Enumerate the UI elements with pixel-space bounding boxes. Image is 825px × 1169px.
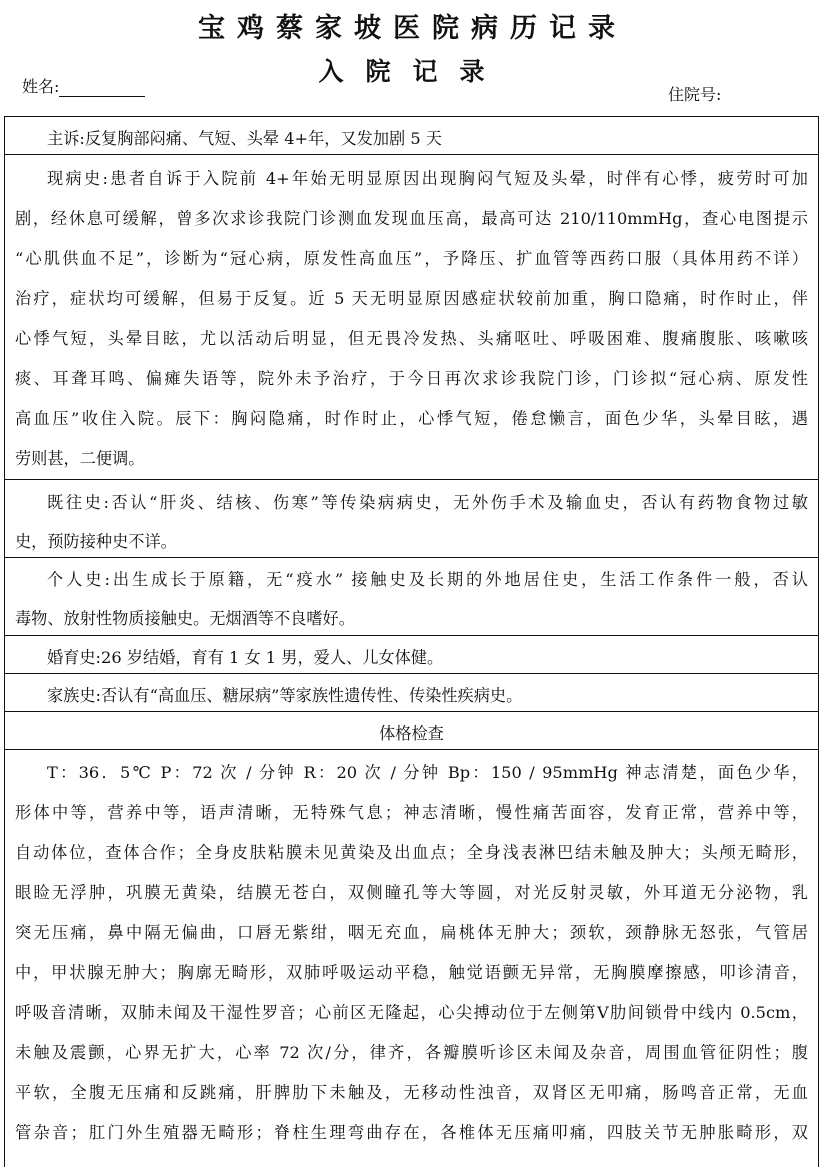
physical-exam-line: 管杂音；肛门外生殖器无畸形；脊柱生理弯曲存在，各椎体无压痛叩痛，四肢关节无肿胀畸形，双 bbox=[15, 1123, 808, 1142]
personal-history-row bbox=[5, 557, 818, 636]
physical-exam-heading: 体格检查 bbox=[379, 724, 444, 743]
family-history-row bbox=[5, 673, 818, 712]
present-illness-line: 痰、耳聋耳鸣、偏瘫失语等，院外未予治疗，于今日再次求诊我院门诊，门诊拟“冠心病、原发性 bbox=[15, 369, 808, 388]
present-illness-row bbox=[5, 154, 818, 480]
physical-exam-line: T：36．5℃ P：72 次 / 分钟 R：20 次 / 分钟 Bp：150 / 95mmHg 神志清楚，面色少华， bbox=[47, 763, 808, 782]
past-history-row bbox=[5, 479, 818, 558]
physical-exam-line: 眼睑无浮肿，巩膜无黄染，结膜无苍白，双侧瞳孔等大等圆，对光反射灵敏，外耳道无分泌物，乳 bbox=[15, 883, 808, 902]
present-illness-line: 高血压”收住入院。辰下：胸闷隐痛，时作时止，心悸气短，倦怠懒言，面色少华，头晕目眩，遇 bbox=[15, 409, 808, 428]
physical-exam-line: 未触及震颤，心界无扩大，心率 72 次/分，律齐，各瓣膜听诊区未闻及杂音，周围血管征阴性；腹 bbox=[15, 1043, 808, 1062]
chief-complaint: 主诉:反复胸部闷痛、气短、头晕 4+年，又发加剧 5 天 bbox=[47, 129, 442, 148]
personal-history-line: 个人史:出生成长于原籍，无“疫水” 接触史及长期的外地居住史，生活工作条件一般，否认 bbox=[47, 570, 808, 589]
present-illness-line: 心悸气短，头晕目眩，尤以活动后明显，但无畏冷发热、头痛呕吐、呼吸困难、腹痛腹胀、咳嗽咳 bbox=[15, 329, 808, 348]
marital-history-row bbox=[5, 635, 818, 674]
present-illness-line: 治疗，症状均可缓解，但易于反复。近 5 天无明显原因感症状较前加重，胸口隐痛，时作时止，伴 bbox=[15, 289, 808, 308]
chief-complaint-row bbox=[5, 117, 818, 155]
physical-exam-heading-row bbox=[5, 711, 818, 750]
name-label: 姓名: bbox=[22, 77, 60, 96]
present-illness-line: 剧，经休息可缓解，曾多次求诊我院门诊测血发现血压高，最高可达 210/110mmHg，查心电图提示 bbox=[15, 209, 808, 228]
present-illness-line: “心肌供血不足”，诊断为“冠心病，原发性高血压”，予降压、扩血管等西药口服（具体用药不详） bbox=[15, 249, 808, 268]
physical-exam-line: 中，甲状腺无肿大；胸廓无畸形，双肺呼吸运动平稳，触觉语颤无异常，无胸膜摩擦感，叩诊清音， bbox=[15, 963, 808, 982]
record-sheet bbox=[4, 116, 819, 1167]
marital-history: 婚育史:26 岁结婚，育有 1 女 1 男，爱人、儿女体健。 bbox=[47, 648, 444, 667]
record-title: 入院记录 bbox=[318, 57, 507, 86]
past-history-line: 既往史:否认“肝炎、结核、伤寒”等传染病病史，无外伤手术及输血史，否认有药物食物过敏 bbox=[47, 493, 808, 512]
physical-exam-line: 形体中等，营养中等，语声清晰，无特殊气息；神志清晰，慢性痛苦面容，发育正常，营养中等， bbox=[15, 803, 808, 822]
present-illness-line: 劳则甚，二便调。 bbox=[15, 449, 145, 468]
family-history: 家族史:否认有“高血压、糖尿病”等家族性遗传性、传染性疾病史。 bbox=[47, 686, 523, 705]
physical-exam-line: 自动体位，查体合作；全身皮肤粘膜未见黄染及出血点；全身浅表淋巴结未触及肿大；头颅无畸形， bbox=[15, 843, 808, 862]
physical-exam-row bbox=[5, 749, 818, 1169]
present-illness-line: 现病史:患者自诉于入院前 4+年始无明显原因出现胸闷气短及头晕，时伴有心悸，疲劳时可加 bbox=[47, 169, 808, 188]
physical-exam-line: 呼吸音清晰，双肺未闻及干湿性罗音；心前区无隆起，心尖搏动位于左侧第Ⅴ肋间锁骨中线内 0.5cm， bbox=[15, 1003, 808, 1022]
inpatient-number-label: 住院号: bbox=[668, 85, 722, 104]
physical-exam-line: 平软，全腹无压痛和反跳痛，肝脾肋下未触及，无移动性浊音，双肾区无叩痛，肠鸣音正常，无血 bbox=[15, 1083, 808, 1102]
past-history-line: 史，预防接种史不详。 bbox=[15, 532, 177, 551]
hospital-title: 宝鸡蔡家坡医院病历记录 bbox=[198, 13, 627, 44]
personal-history-line: 毒物、放射性物质接触史。无烟酒等不良嗜好。 bbox=[15, 609, 355, 628]
name-blank bbox=[59, 80, 145, 97]
patient-name-field bbox=[22, 74, 145, 97]
physical-exam-line: 突无压痛，鼻中隔无偏曲，口唇无紫绀，咽无充血，扁桃体无肿大；颈软，颈静脉无怒张，气管居 bbox=[15, 923, 808, 942]
